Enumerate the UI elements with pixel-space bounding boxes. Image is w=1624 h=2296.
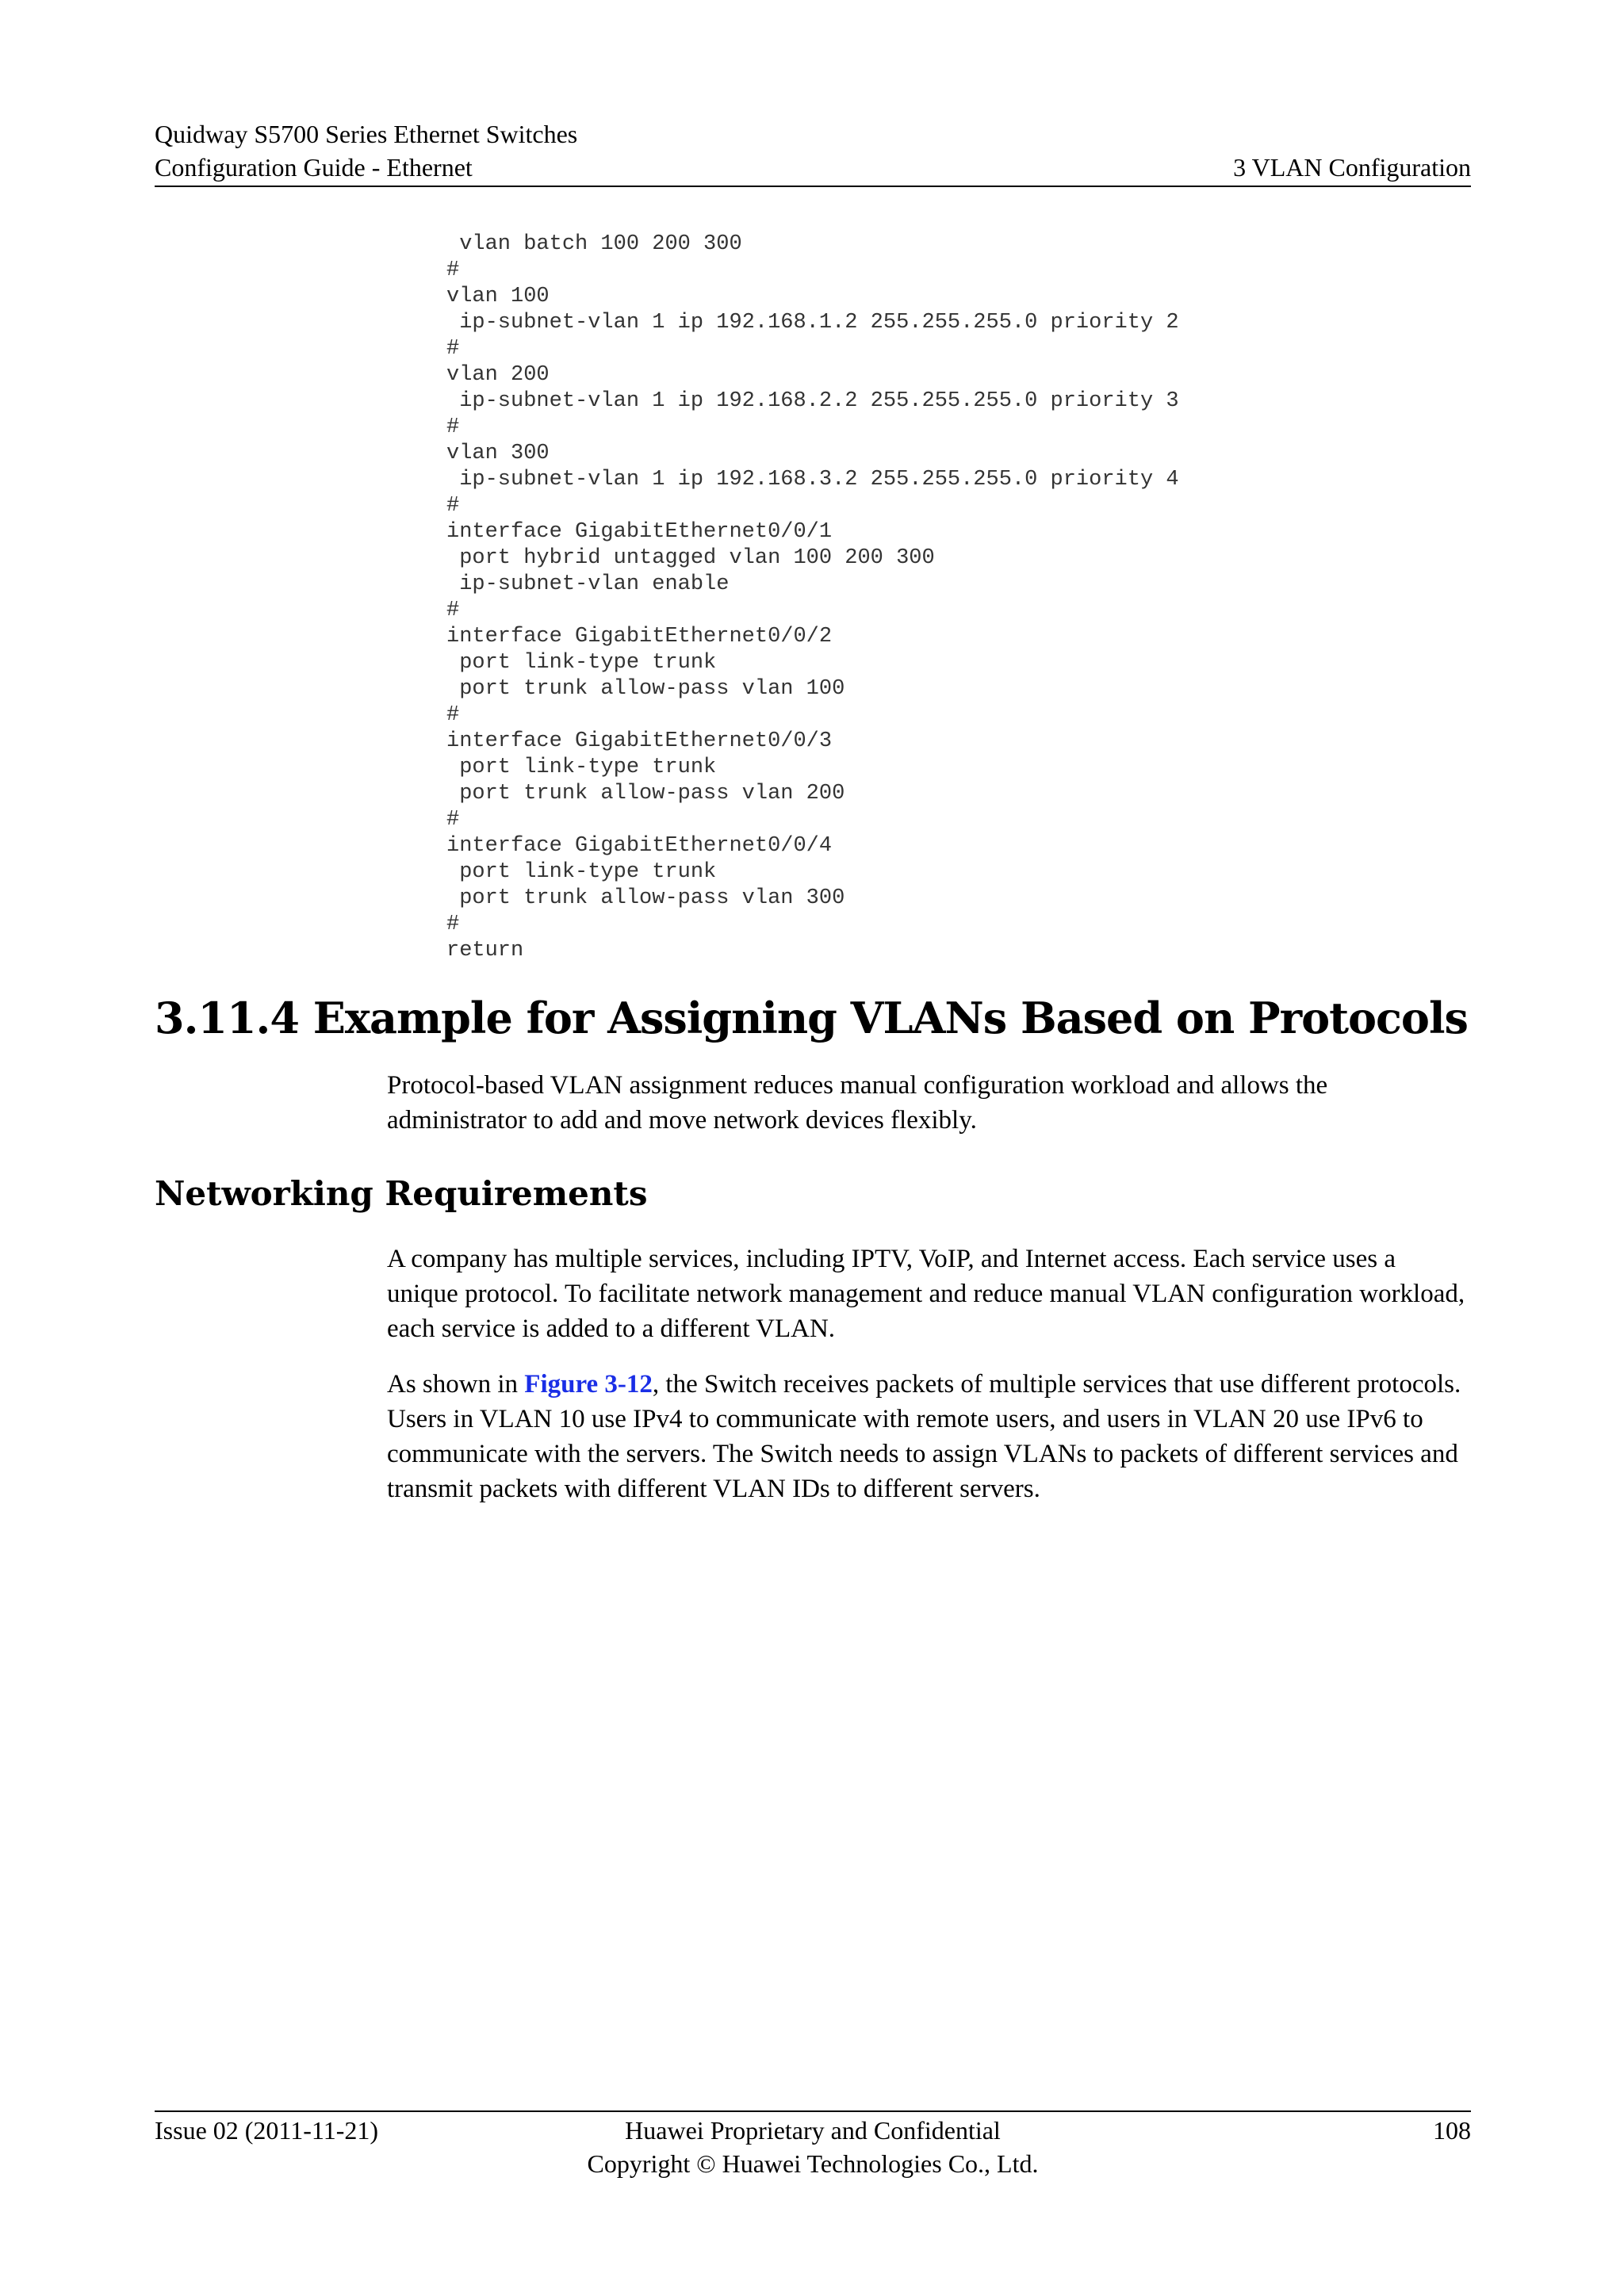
guide-name: Configuration Guide - Ethernet xyxy=(155,153,473,182)
copyright-notice: Copyright © Huawei Technologies Co., Ltd. xyxy=(587,2149,1039,2178)
section-heading: 3.11.4 Example for Assigning VLANs Based on Protocols xyxy=(155,993,1468,1043)
chapter-name: 3 VLAN Configuration xyxy=(1233,153,1471,182)
issue-date: Issue 02 (2011-11-21) xyxy=(155,2116,379,2145)
page-number: 108 xyxy=(1433,2116,1471,2145)
config-code-block: vlan batch 100 200 300 # vlan 100 ip-subnet-vlan 1 ip 192.168.1.2 255.255.255.0 priority 2 # vlan 200 ip-subnet-vlan 1 ip 192.168.2.2 255.255.255.0 priority 3 # vlan 300 ip-subnet-vlan 1 ip 192.168.3.2 255.255.255.0 priority 4 # interface GigabitEthernet0/0/1 port hybrid untagged vlan 100 200 300 ip-subnet-vlan enable # interface GigabitEthernet0/0/2 port link-type trunk port trunk allow-pass vlan 100 # interface GigabitEthernet0/0/3 port link-type trunk port trunk allow-pass vlan 200 # interface GigabitEthernet0/0/4 port link-type trunk port trunk allow-pass vlan 300 # return xyxy=(446,232,1179,962)
page-footer xyxy=(155,2110,1471,2180)
section-intro: Protocol-based VLAN assignment reduces manual configuration workload and allows the administrator to add and move network devices flexibly. xyxy=(387,1071,1328,1135)
confidentiality-notice: Huawei Proprietary and Confidential xyxy=(625,2116,1001,2145)
para2-text-after: , the Switch receives packets of multiple services that use different protocols. Users in VLAN 10 use IPv4 to communicate with remote users, and users in VLAN 20 use IPv6 to communicate with the servers. The Switch needs to assign VLANs to packets of different services and transmit packets with different VLAN IDs to different servers. xyxy=(387,1370,1461,1503)
page-header xyxy=(155,117,1471,187)
requirements-paragraph-1: A company has multiple services, including IPTV, VoIP, and Internet access. Each service uses a unique protocol. To facilitate network management and reduce manual VLAN configuration workload, each service is added to a different VLAN. xyxy=(387,1245,1465,1343)
footer-row-top xyxy=(155,2114,1471,2147)
footer-row-bottom xyxy=(155,2147,1471,2180)
figure-link[interactable]: Figure 3-12 xyxy=(524,1370,653,1399)
header-row-top xyxy=(155,117,1471,151)
requirements-paragraph-2 xyxy=(387,1367,1473,1506)
para2-text-before: As shown in xyxy=(387,1370,525,1399)
header-row-bottom xyxy=(155,151,1471,184)
subsection-heading: Networking Requirements xyxy=(155,1174,648,1213)
document-title: Quidway S5700 Series Ethernet Switches xyxy=(155,120,578,148)
